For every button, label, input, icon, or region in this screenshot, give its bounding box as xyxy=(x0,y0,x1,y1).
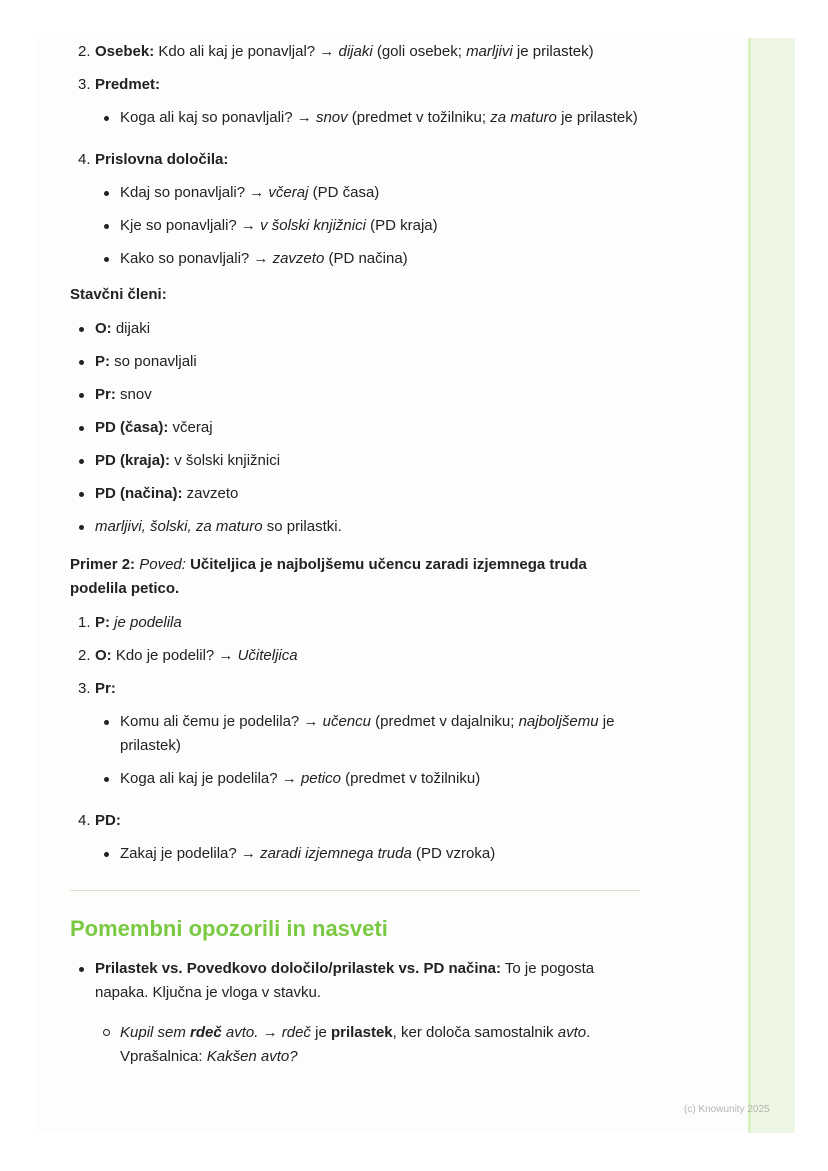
members-heading xyxy=(70,283,640,307)
question-text: Kdo ali kaj je ponavljal? → xyxy=(154,43,339,60)
item-label: O: xyxy=(95,647,112,664)
list-item xyxy=(95,767,640,791)
example-italic: rdeč xyxy=(281,1024,311,1041)
member-note: so prilastki. xyxy=(262,518,342,535)
tips-list xyxy=(70,957,640,1005)
item-number: 3. xyxy=(78,680,91,697)
answer-text: dijaki xyxy=(338,43,373,60)
example-bold-italic: rdeč xyxy=(190,1024,222,1041)
list-item xyxy=(70,515,640,539)
note-text: (predmet v tožilniku; xyxy=(347,109,491,126)
question-text: Kdaj so ponavljali? → xyxy=(120,184,269,201)
note-italic: najboljšemu xyxy=(518,713,599,730)
sentence-members-list xyxy=(70,317,640,539)
list-item xyxy=(70,40,640,64)
member-label: PD (načina): xyxy=(95,485,183,502)
note-text: je prilastek) xyxy=(120,713,615,754)
question-text: Zakaj je podelila? → xyxy=(120,845,261,862)
list-item xyxy=(95,214,640,238)
answer-text: petico xyxy=(300,770,341,787)
member-value: snov xyxy=(115,386,152,403)
answer-text: je podelila xyxy=(114,614,182,631)
tip-bold: Prilastek vs. Povedkovo določilo/prilastek vs. PD načina: xyxy=(95,960,501,977)
list-item xyxy=(70,809,640,866)
question-text: Kako so ponavljali? → xyxy=(120,250,273,267)
item-label: PD: xyxy=(95,812,121,829)
answer-text: učencu xyxy=(322,713,371,730)
note-text: (PD kraja) xyxy=(365,217,438,234)
answer-text: zaradi izjemnega truda xyxy=(260,845,412,862)
example-italic: Kakšen avto? xyxy=(206,1048,298,1065)
example-text: , ker določa samostalnik xyxy=(392,1024,558,1041)
list-item xyxy=(70,317,640,341)
list-item xyxy=(70,73,640,139)
question-text: Koga ali kaj so ponavljali? → xyxy=(120,109,316,126)
example-bold: prilastek xyxy=(330,1024,393,1041)
note-text: (predmet v dajalniku; xyxy=(370,713,519,730)
question-text: Kje so ponavljali? → xyxy=(120,217,261,234)
item-number: 4. xyxy=(78,812,91,829)
tip-text: To je pogosta napaka. Ključna je vloga v stavku. xyxy=(95,960,595,1001)
answer-text: Učiteljica xyxy=(237,647,298,664)
member-label: PD (časa): xyxy=(95,419,169,436)
answer-text: snov xyxy=(315,109,348,126)
member-value: dijaki xyxy=(111,320,151,337)
list-item xyxy=(95,710,640,758)
answer-text: zavzeto xyxy=(272,250,325,267)
example2-paragraph xyxy=(70,553,640,601)
list-item xyxy=(95,247,640,271)
list-item xyxy=(70,350,640,374)
question-text: Koga ali kaj je podelila? → xyxy=(120,770,301,787)
question-text: Komu ali čemu je podelila? → xyxy=(120,713,323,730)
item-label: Osebek: xyxy=(95,43,155,60)
item-number: 2. xyxy=(78,43,91,60)
example-sentence: Učiteljica je najboljšemu učencu zaradi izjemnega truda podelila petico. xyxy=(70,556,587,597)
list-item xyxy=(70,677,640,800)
member-label: O: xyxy=(95,320,112,337)
answer-text: včeraj xyxy=(268,184,309,201)
item-number: 1. xyxy=(78,614,91,631)
note-italic: za maturo xyxy=(490,109,557,126)
example-text: → xyxy=(258,1024,282,1041)
side-margin-strip xyxy=(748,38,795,1133)
member-value: zavzeto xyxy=(182,485,239,502)
sub-list xyxy=(95,710,640,791)
list-item xyxy=(70,148,640,271)
item-label: Predmet: xyxy=(95,76,161,93)
example-italic: avto. xyxy=(221,1024,259,1041)
list-item xyxy=(70,611,640,635)
note-italic: marljivi xyxy=(466,43,513,60)
item-label: Pr: xyxy=(95,680,116,697)
section-divider xyxy=(70,890,640,891)
members-heading-text: Stavčni členi: xyxy=(70,286,167,303)
member-label: P: xyxy=(95,353,110,370)
member-label: Pr: xyxy=(95,386,116,403)
example-text: je xyxy=(310,1024,331,1041)
note-text: (PD časa) xyxy=(308,184,380,201)
item-number: 4. xyxy=(78,151,91,168)
copyright-footer: (c) Knowunity 2025 xyxy=(684,1104,770,1115)
sub-list xyxy=(95,181,640,271)
list-item xyxy=(95,106,640,130)
member-value: so ponavljali xyxy=(110,353,197,370)
list-item xyxy=(70,449,640,473)
example-text: . Vprašalnica: xyxy=(120,1024,591,1065)
note-text: je prilastek) xyxy=(556,109,638,126)
document-content xyxy=(70,40,640,1069)
member-label: PD (kraja): xyxy=(95,452,171,469)
note-text: (predmet v tožilniku) xyxy=(340,770,481,787)
list-item xyxy=(70,1021,640,1069)
member-value: v šolski knjižnici xyxy=(170,452,281,469)
member-note-italic: marljivi, šolski, za maturo xyxy=(95,518,263,535)
sentence-analysis-list xyxy=(70,40,640,271)
sub-list xyxy=(95,842,640,866)
answer-text: v šolski knjižnici xyxy=(260,217,366,234)
list-item xyxy=(95,842,640,866)
list-item xyxy=(70,482,640,506)
list-item xyxy=(70,383,640,407)
list-item xyxy=(70,644,640,668)
member-value: včeraj xyxy=(168,419,213,436)
list-item xyxy=(95,181,640,205)
section-heading: Pomembni opozorili in nasveti xyxy=(70,916,388,941)
note-text: je prilastek) xyxy=(512,43,594,60)
item-number: 3. xyxy=(78,76,91,93)
sub-list xyxy=(95,106,640,130)
item-label: Prislovna določila: xyxy=(95,151,229,168)
item-number: 2. xyxy=(78,647,91,664)
poved-label: Poved: xyxy=(139,556,186,573)
list-item xyxy=(70,416,640,440)
item-label: P: xyxy=(95,614,110,631)
example-italic: Kupil sem xyxy=(120,1024,191,1041)
note-text: (PD načina) xyxy=(324,250,408,267)
question-text: Kdo je podelil? → xyxy=(111,647,238,664)
example-italic: avto xyxy=(557,1024,587,1041)
note-text: (goli osebek; xyxy=(372,43,467,60)
note-text: (PD vzroka) xyxy=(411,845,496,862)
example2-analysis-list xyxy=(70,611,640,866)
list-item xyxy=(70,957,640,1005)
example-label: Primer 2: xyxy=(70,556,136,573)
